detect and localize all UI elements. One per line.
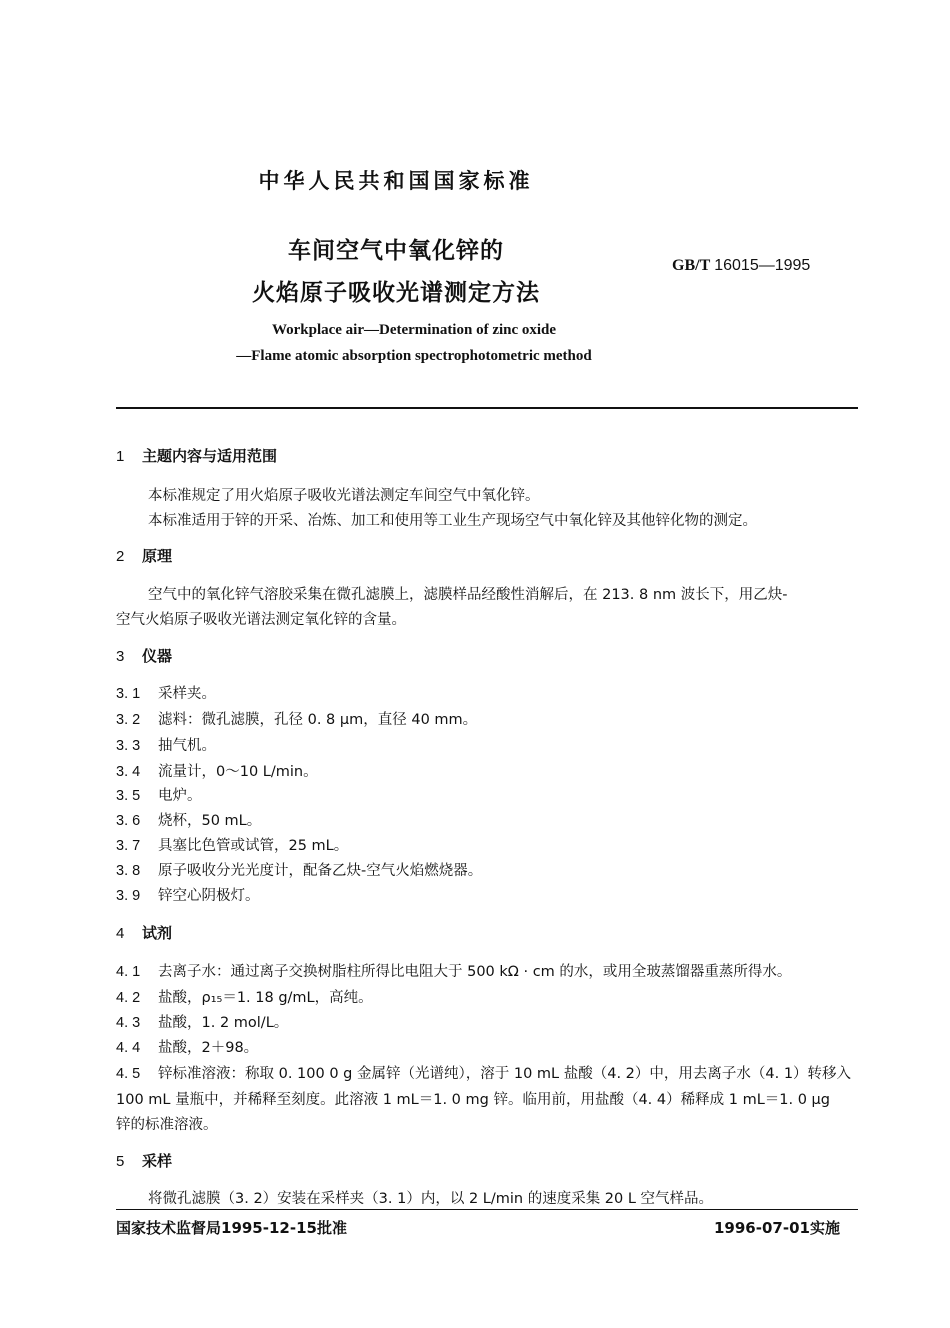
section-2-heading [116,545,172,566]
item-number: 3. 3 [116,738,141,754]
section-4-heading [116,922,172,943]
item-text: 滤料：微孔滤膜，孔径 0. 8 μm，直径 40 mm。 [158,712,478,728]
section-title: 原理 [142,547,173,565]
standard-code [672,257,810,275]
item-number: 3. 7 [116,838,141,854]
item-number: 4. 1 [116,964,141,980]
list-item [116,784,202,805]
list-item [116,1036,258,1057]
list-item [116,986,373,1007]
implementation-date: 1996-07-01实施 [714,1219,840,1237]
english-title-line2: —Flame atomic absorption spectrophotometric method [236,348,592,364]
item-text: 锌空心阴极灯。 [158,888,260,904]
list-item [116,734,216,755]
section-1-heading [116,445,277,466]
section-4-continuation-line2: 100 mL 量瓶中，并稀释至刻度。此溶液 1 mL＝1. 0 mg 锌。临用前，用盐酸（4. 4）稀释成 1 mL＝1. 0 μg [116,1092,830,1108]
section-number: 2 [116,548,125,565]
section-number: 5 [116,1153,125,1170]
item-number: 3. 8 [116,863,141,879]
item-text: 盐酸，1. 2 mol/L。 [158,1015,289,1031]
section-number: 3 [116,648,125,665]
section-number: 1 [116,448,125,465]
item-number: 3. 6 [116,813,141,829]
org-title: 中华人民共和国国家标准 [258,169,534,193]
standard-code-prefix: GB/T [672,257,711,274]
header-divider [116,407,858,409]
section-title: 试剂 [142,924,173,942]
section-title: 主题内容与适用范围 [142,447,278,465]
section-1-paragraph-2: 本标准适用于锌的开采、冶炼、加工和使用等工业生产现场空气中氧化锌及其他锌化物的测定。 [148,513,757,529]
doc-title-line1: 车间空气中氧化锌的 [288,238,504,264]
item-number: 4. 4 [116,1040,141,1056]
item-text: 具塞比色管或试管，25 mL。 [158,838,349,854]
item-text: 盐酸，ρ₁₅＝1. 18 g/mL，高纯。 [158,990,373,1006]
list-item [116,859,482,880]
list-item [116,1011,288,1032]
list-item [116,809,261,830]
item-text: 流量计，0～10 L/min。 [158,764,318,780]
item-text: 去离子水：通过离子交换树脂柱所得比电阻大于 500 kΩ · cm 的水，或用全玻蒸馏器重蒸所得水。 [158,964,792,980]
item-text: 采样夹。 [158,686,216,702]
item-number: 3. 9 [116,888,141,904]
item-text: 烧杯，50 mL。 [158,813,262,829]
item-text: 锌标准溶液：称取 0. 100 0 g 金属锌（光谱纯），溶于 10 mL 盐酸（4. 2）中，用去离子水（4. 1）转移入 [158,1066,852,1082]
list-item [116,760,318,781]
item-text: 原子吸收分光光度计，配备乙炔-空气火焰燃烧器。 [158,863,483,879]
section-5-paragraph: 将微孔滤膜（3. 2）安装在采样夹（3. 1）内，以 2 L/min 的速度采集 20 L 空气样品。 [148,1191,714,1207]
item-text: 盐酸，2＋98。 [158,1040,259,1056]
doc-title-line2: 火焰原子吸收光谱测定方法 [252,280,540,306]
english-title-line1: Workplace air—Determination of zinc oxide [271,322,557,338]
item-number: 3. 2 [116,712,141,728]
section-number: 4 [116,925,125,942]
list-item [116,682,216,703]
section-2-paragraph-line2: 空气火焰原子吸收光谱法测定氧化锌的含量。 [116,612,406,628]
list-item [116,834,348,855]
item-text: 电炉。 [158,788,202,804]
item-text: 抽气机。 [158,738,216,754]
section-title: 采样 [142,1152,173,1170]
list-item [116,884,260,905]
item-number: 3. 5 [116,788,141,804]
section-title: 仪器 [142,647,173,665]
section-3-heading [116,645,172,666]
footer-divider [116,1209,858,1210]
item-number: 4. 3 [116,1015,141,1031]
standard-code-number: 16015—1995 [714,257,811,274]
list-item [116,960,791,981]
list-item [116,708,477,729]
section-4-continuation-line3: 锌的标准溶液。 [116,1117,218,1133]
item-number: 3. 4 [116,764,141,780]
item-number: 4. 5 [116,1066,141,1082]
approval-info: 国家技术监督局1995-12-15批准 [116,1219,347,1237]
section-1-paragraph-1: 本标准规定了用火焰原子吸收光谱法测定车间空气中氧化锌。 [148,488,540,504]
list-item [116,1062,851,1083]
item-number: 3. 1 [116,686,141,702]
section-2-paragraph-line1: 空气中的氧化锌气溶胶采集在微孔滤膜上，滤膜样品经酸性消解后，在 213. 8 nm 波长下，用乙炔- [148,587,788,603]
item-number: 4. 2 [116,990,141,1006]
section-5-heading [116,1150,172,1171]
